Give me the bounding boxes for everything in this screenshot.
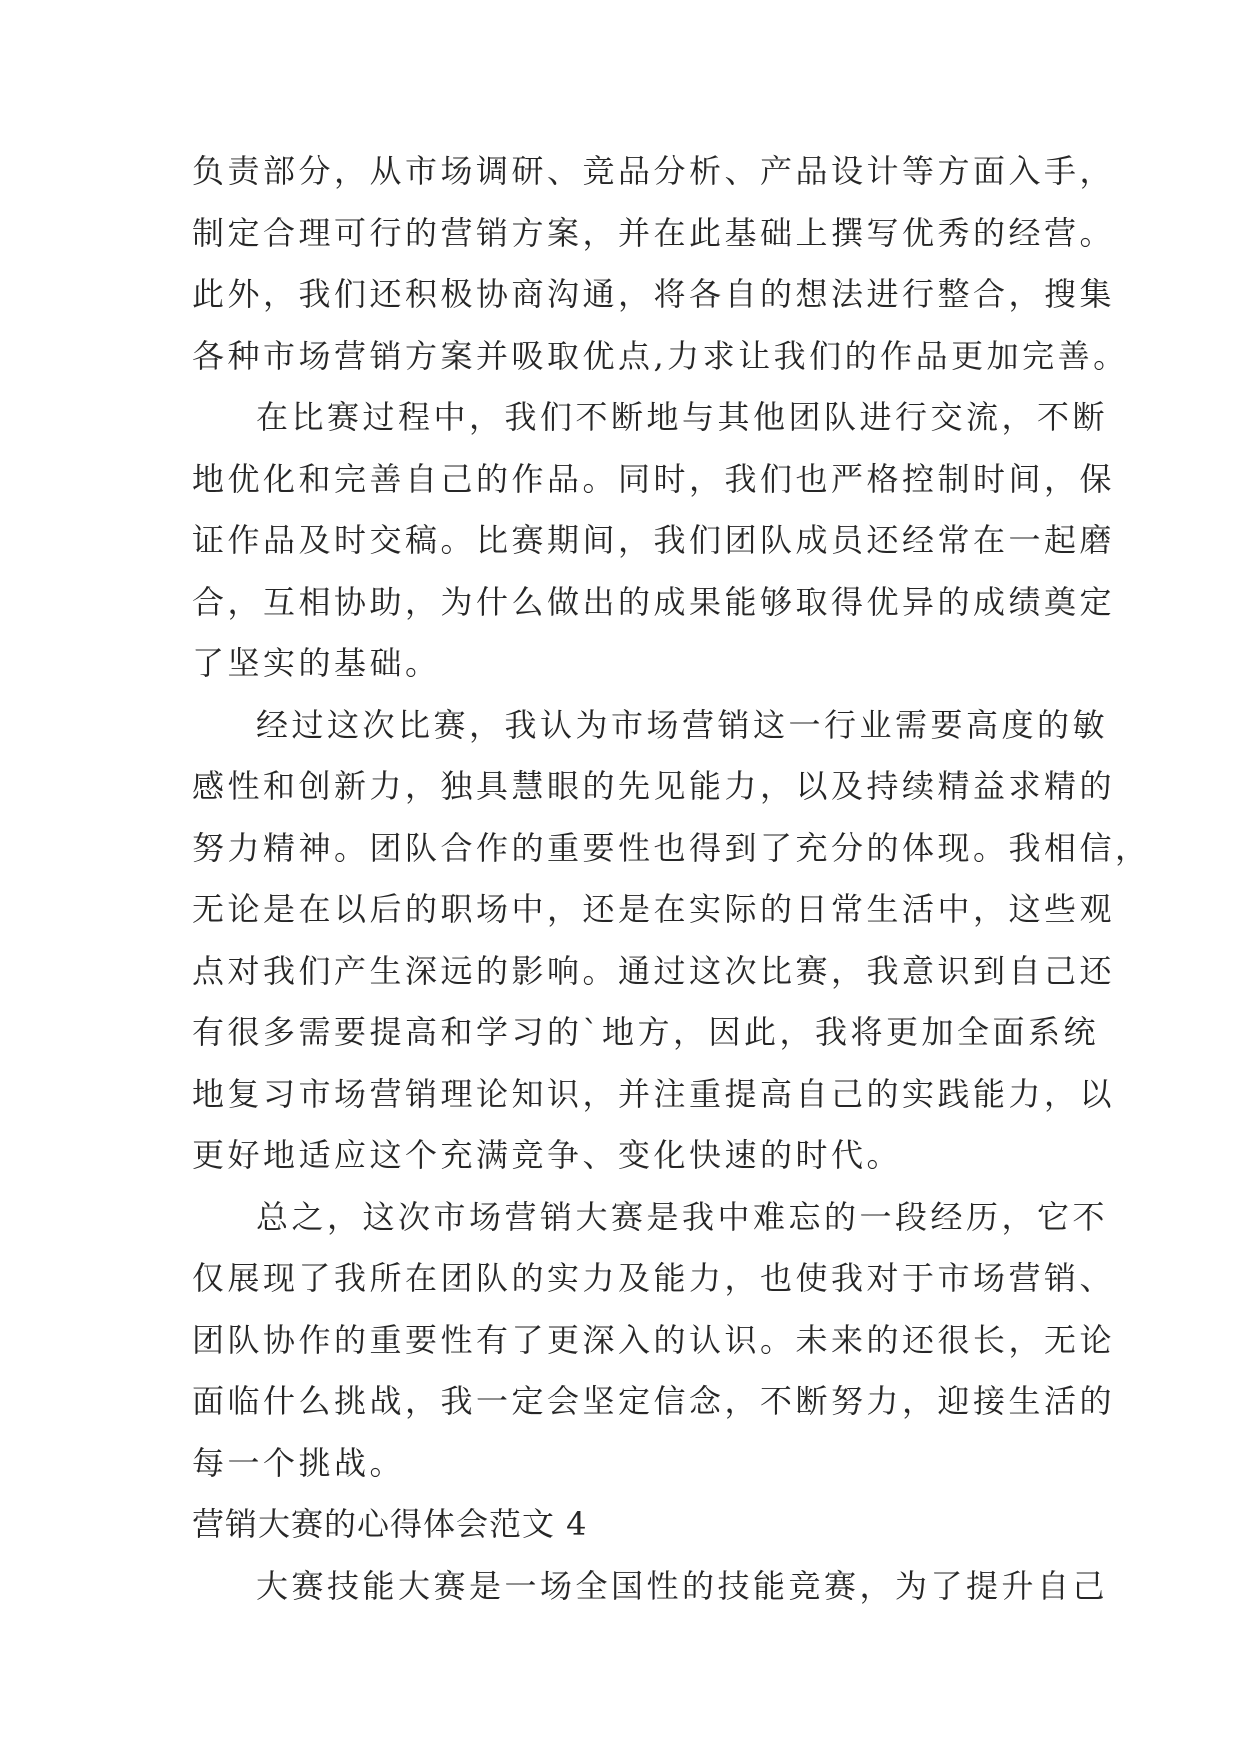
paragraph-line: 证作品及时交稿。比赛期间，我们团队成员还经常在一起磨 [192,521,1116,559]
paragraph-line: 仅展现了我所在团队的实力及能力，也使我对于市场营销、 [192,1259,1116,1297]
document-body [192,141,1151,1494]
paragraph-line: 此外，我们还积极协商沟通，将各自的想法进行整合，搜集 [192,275,1116,313]
paragraph-line: 更好地适应这个充满竞争、变化快速的时代。 [192,1136,903,1174]
paragraph-line: 大赛技能大赛是一场全国性的技能竞赛，为了提升自己 [256,1566,1109,1605]
paragraph-line: 了坚实的基础。 [192,644,441,682]
paragraph-line: 点对我们产生深远的影响。通过这次比赛，我意识到自己还 [192,951,1116,990]
paragraph-line: 感性和创新力，独具慧眼的先见能力，以及持续精益求精的 [192,767,1116,805]
section-heading: 营销大赛的心得体会范文 4 [192,1505,588,1543]
paragraph-line: 努力精神。团队合作的重要性也得到了充分的体现。我相信， [192,828,1151,867]
paragraph-line: 各种市场营销方案并吸取优点,力求让我们的作品更加完善。 [192,336,1129,375]
paragraph-line: 无论是在以后的职场中，还是在实际的日常生活中，这些观 [192,890,1116,928]
paragraph-line: 每一个挑战。 [192,1443,406,1482]
paragraph-line: 有很多需要提高和学习的`地方，因此，我将更加全面系统 [192,1013,1100,1051]
paragraph-line: 地优化和完善自己的作品。同时，我们也严格控制时间，保 [192,459,1116,498]
paragraph-line: 负责部分，从市场调研、竞品分析、产品设计等方面入手， [192,152,1116,190]
paragraph-line: 在比赛过程中，我们不断地与其他团队进行交流，不断 [256,398,1109,436]
paragraph-line: 总之，这次市场营销大赛是我中难忘的一段经历，它不 [256,1197,1109,1236]
paragraph-line: 制定合理可行的营销方案，并在此基础上撰写优秀的经营。 [192,213,1116,252]
paragraph-line: 合，互相协助，为什么做出的成果能够取得优异的成绩奠定 [192,582,1116,621]
paragraph-line: 面临什么挑战，我一定会坚定信念，不断努力，迎接生活的 [192,1382,1116,1420]
paragraph-line: 经过这次比赛，我认为市场营销这一行业需要高度的敏 [256,705,1109,744]
document-page [192,141,1151,1617]
paragraph-line: 地复习市场营销理论知识，并注重提高自己的实践能力，以 [192,1074,1116,1113]
paragraph-line: 团队协作的重要性有了更深入的认识。未来的还很长，无论 [192,1320,1116,1359]
